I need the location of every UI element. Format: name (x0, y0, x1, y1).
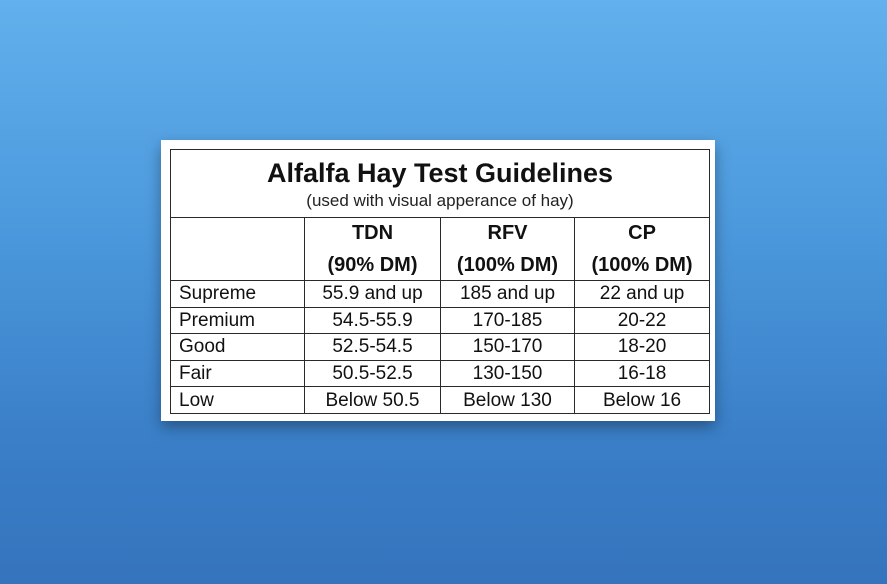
row-tdn: 54.5-55.9 (305, 307, 441, 334)
table-row (171, 281, 710, 308)
header-cp (575, 218, 710, 281)
table-title: Alfalfa Hay Test Guidelines (266, 158, 614, 188)
table-subtitle: (used with visual apperance of hay) (306, 191, 574, 210)
table-row (171, 334, 710, 361)
table-row (171, 360, 710, 387)
row-cp: 18-20 (575, 334, 710, 361)
row-tdn: 55.9 and up (305, 281, 441, 308)
header-tdn-name: TDN (351, 222, 394, 244)
row-cp: 20-22 (575, 307, 710, 334)
title-cell (171, 150, 710, 218)
row-rfv: Below 130 (441, 387, 575, 414)
header-rfv (441, 218, 575, 281)
row-cp: 22 and up (575, 281, 710, 308)
header-cp-name: CP (628, 222, 656, 244)
header-rfv-unit: (100% DM) (456, 254, 559, 276)
row-grade: Low (171, 387, 305, 414)
table-row (171, 387, 710, 414)
hay-test-table (170, 149, 710, 414)
title-row (171, 150, 710, 218)
row-rfv: 130-150 (441, 360, 575, 387)
row-tdn: 50.5-52.5 (305, 360, 441, 387)
row-grade: Good (171, 334, 305, 361)
header-row (171, 218, 710, 281)
row-rfv: 185 and up (441, 281, 575, 308)
header-tdn-unit: (90% DM) (327, 254, 418, 276)
row-cp: 16-18 (575, 360, 710, 387)
row-grade: Fair (171, 360, 305, 387)
row-grade: Supreme (171, 281, 305, 308)
table-row (171, 307, 710, 334)
header-cp-unit: (100% DM) (591, 254, 693, 276)
header-tdn (305, 218, 441, 281)
guidelines-card (161, 140, 715, 421)
row-tdn: 52.5-54.5 (305, 334, 441, 361)
row-rfv: 170-185 (441, 307, 575, 334)
row-grade: Premium (171, 307, 305, 334)
header-rfv-name: RFV (487, 222, 528, 244)
header-blank-cell (171, 218, 305, 281)
row-rfv: 150-170 (441, 334, 575, 361)
row-cp: Below 16 (575, 387, 710, 414)
row-tdn: Below 50.5 (305, 387, 441, 414)
